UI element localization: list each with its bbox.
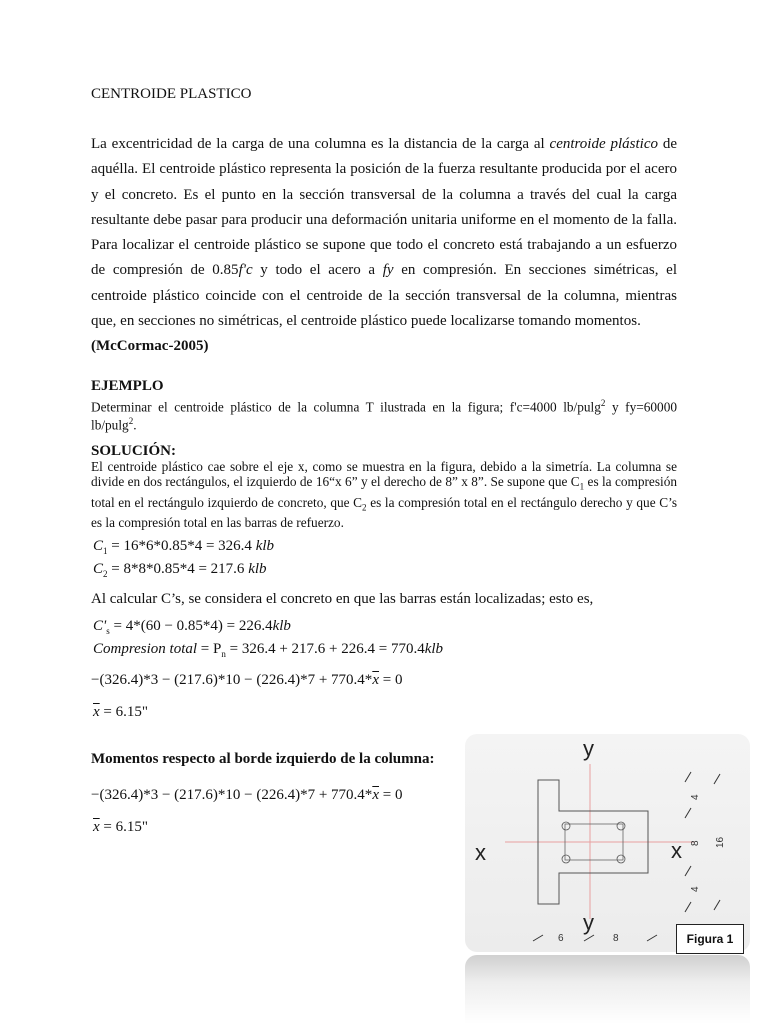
solution-sub-1: 1 [579,481,585,492]
rebar-circle [617,855,625,863]
example-text [91,396,677,433]
solution-text-2: es la compresión total en el rectángulo izquierdo de concreto, que C [91,474,677,510]
moment2-xbar: $\overline{x}$ [372,787,379,803]
t-section-diagram [465,734,750,952]
comp-rhs: = 326.4 + 217.6 + 226.4 = 770.4 [225,641,425,657]
cs-rhs: = 4*(60 − 0.85*4) = 226.4 [109,618,273,634]
solution-sub-2: 2 [362,502,367,513]
dim-label-16: 16 [715,836,726,848]
intro-text-4: en compresión. En secciones simétricas, el centroide plástico coincide con el centroide de la sección transversal de la columna, mientras que, en secciones no simétricas, el centroide plástico puede localizarse tomando momentos. [91,262,677,330]
comp-mid: = P [197,641,222,657]
axis-label-y-top: y [583,736,594,761]
dim-tick [685,902,691,912]
figure-reflection [465,955,750,1024]
dim-tick [714,900,720,910]
intro-text-1: La excentricidad de la carga de una columna es la distancia de la carga al [91,136,550,152]
c1-sub: 1 [103,546,108,556]
dim-tick [714,774,720,784]
intro-paragraph [91,132,677,360]
c1-unit: klb [255,538,275,554]
solution-heading: SOLUCIÓN: [91,443,177,459]
example-text-1: Determinar el centroide plástico de la columna T ilustrada en la figura; f'c=4000 lb/pulg [91,399,601,415]
c2-var: C [93,561,104,577]
c2-unit: klb [248,561,267,577]
intro-italic-3: fy [382,262,394,279]
moment1-zero: = 0 [378,672,403,688]
equation-compression [93,641,443,659]
axis-label-y-bottom: y [583,910,594,935]
c2-rhs: = 8*8*0.85*4 = 217.6 [107,561,249,577]
equation-moment-1 [91,672,402,689]
cs-sub: s [106,626,110,636]
axis-label-x-right: x [671,838,682,863]
comp-sub: n [221,649,226,659]
calc-text: Al calcular C’s, se considera el concreto en que las barras están localizadas; esto es, [91,591,594,607]
example-text-2: y fy=60000 lb/pulg [91,399,677,433]
intro-text-2: de aquélla. El centroide plástico representa la posición de la fuerza resultante producida por el acero y el concreto. Es el punto en la sección transversal de la columna a través del cual la carga resultante debe pasar para producir una deformación unitaria uniforme en el momento de la falla. Para localizar el centroide plástico se supone que todo el concreto está trabajando a un esfuerzo de compresión de 0.85 [91,136,677,279]
moment1-lhs: −(326.4)*3 − (217.6)*10 − (226.4)*7 + 770.4* [91,672,373,688]
dim-tick [685,772,691,782]
dim-label-8-right: 8 [690,840,701,846]
equation-result-1 [93,704,148,721]
dim-label-8-bottom: 8 [613,933,619,944]
equation-c1 [93,538,274,556]
equation-c2 [93,561,267,579]
dim-label-4-top: 4 [690,794,701,800]
result2-value: = 6.15" [99,819,149,835]
dim-tick [647,935,657,941]
c1-rhs: = 16*6*0.85*4 = 326.4 [107,538,256,554]
equation-cs [93,618,291,636]
axis-label-x-left: x [475,840,486,865]
intro-text-3: y todo el acero a [252,262,383,279]
moment2-lhs: −(326.4)*3 − (217.6)*10 − (226.4)*7 + 770.4* [91,787,373,803]
figure-caption: Figura 1 [676,924,744,954]
dim-tick [685,808,691,818]
page-title: CENTROIDE PLASTICO [91,86,252,102]
dim-tick [584,935,594,941]
example-text-3: . [133,417,137,433]
rebar-circle [617,822,625,830]
equation-result-2 [93,819,148,836]
c1-var: C [93,538,104,554]
dim-label-4-bottom: 4 [690,886,701,892]
citation: (McCormac-2005) [91,338,209,355]
example-sup-2: 2 [128,416,134,427]
comp-var: Compresion total [93,641,198,657]
intro-italic-2: f'c [238,262,253,279]
comp-unit: klb [424,641,444,657]
rebar-circle [562,822,570,830]
moment2-zero: = 0 [378,787,403,803]
intro-italic-1: centroide plástico [549,136,658,152]
solution-text-1: El centroide plástico cae sobre el eje x, como se muestra en la figura, debido a la simetría. La columna se divide en dos rectángulos, el izquierdo de 16“x 6” y el derecho de 8” x 8”. Se supone que C [91,459,677,489]
solution-text [91,459,677,530]
cs-unit: klb [272,618,291,634]
dim-tick [685,866,691,876]
equation-moment-2 [91,787,402,804]
dim-label-6: 6 [558,933,564,944]
c2-sub: 2 [103,569,108,579]
cs-var: C' [93,618,107,634]
moments-heading: Momentos respecto al borde izquierdo de la columna: [91,751,435,767]
result1-xbar: $\overline{x}$ [93,704,100,720]
result2-xbar: $\overline{x}$ [93,819,100,835]
rebar-circle [562,855,570,863]
solution-text-3: es la compresión total en el rectángulo derecho y que C’s es la compresión total en las barras de refuerzo. [91,494,677,531]
dim-tick [533,935,543,941]
result1-value: = 6.15" [99,704,149,720]
moment1-xbar: $\overline{x}$ [372,672,379,688]
example-sup-1: 2 [600,398,606,408]
example-heading: EJEMPLO [91,378,164,394]
figure-panel [465,734,750,952]
